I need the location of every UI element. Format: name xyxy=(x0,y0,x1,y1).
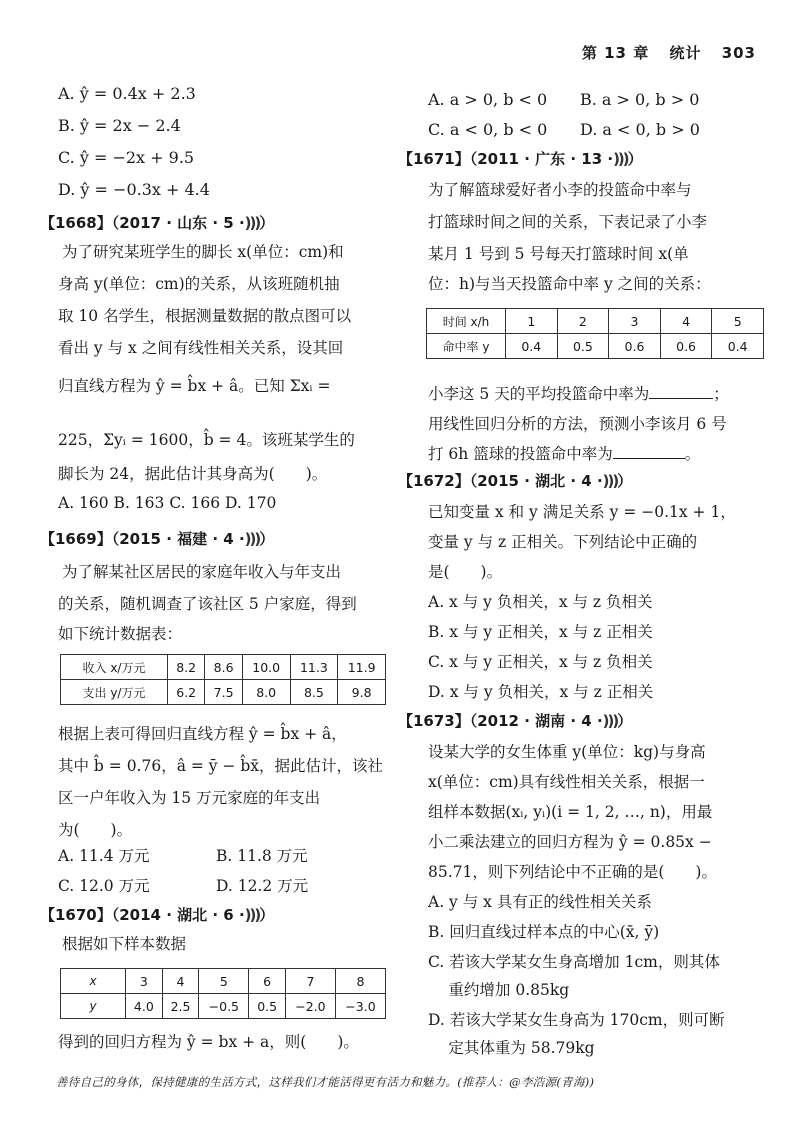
table-cell: 3 xyxy=(126,969,163,994)
q1672-option-a: A. x 与 y 负相关，x 与 z 负相关 xyxy=(428,593,653,611)
table-cell: 8.2 xyxy=(168,655,205,680)
topic-label: 统计 xyxy=(669,44,702,62)
q1671-after-1 xyxy=(428,382,729,404)
table-cell: 7 xyxy=(285,969,335,994)
q1667-option-d: D. ŷ = −0.3x + 4.4 xyxy=(58,180,210,199)
q1671-after-1-end: ； xyxy=(713,385,729,403)
table-cell: 2.5 xyxy=(162,994,199,1019)
table-row xyxy=(427,309,764,334)
q1670-intro: 根据如下样本数据 xyxy=(62,935,187,953)
q1669-line-1: 为了解某社区居民的家庭年收入与年支出 xyxy=(62,563,342,581)
q1667-option-c: C. ŷ = −2x + 9.5 xyxy=(58,148,195,167)
table-cell: 5 xyxy=(712,309,764,334)
q1668-line-5: 归直线方程为 ŷ = b̂x + â。已知 Σxᵢ = xyxy=(58,377,331,395)
table-cell: −0.5 xyxy=(199,994,249,1019)
q1673-heading xyxy=(398,710,632,731)
table-row xyxy=(61,994,386,1019)
q1670-option-c: C. a < 0, b < 0 xyxy=(428,120,548,139)
table-cell: 6 xyxy=(249,969,286,994)
q1668-line-1: 为了研究某班学生的脚长 x(单位：cm)和 xyxy=(62,243,344,261)
table-cell: 4 xyxy=(162,969,199,994)
q1673-heading-end: ） xyxy=(617,712,633,730)
q1668-heading-text: 【1668】（2017 · 山东 · 5 · xyxy=(40,214,245,232)
table-cell: 6.2 xyxy=(168,680,205,705)
table-cell: 4 xyxy=(660,309,712,334)
running-header xyxy=(568,42,756,63)
q1668-heading xyxy=(40,212,274,233)
q1670-heading-text: 【1670】（2014 · 湖北 · 6 · xyxy=(40,906,245,924)
q1673-heading-text: 【1673】（2012 · 湖南 · 4 · xyxy=(398,712,603,730)
table-header-cell: x xyxy=(61,969,126,994)
q1670-heading-end: ） xyxy=(259,906,275,924)
table-cell: 0.6 xyxy=(660,334,712,359)
q1673-option-d: D. 若该大学某女生身高为 170cm，则可断 xyxy=(428,1011,725,1029)
table-cell: 0.5 xyxy=(557,334,609,359)
q1673-option-b: B. 回归直线过样本点的中心(x̄, ȳ) xyxy=(428,923,660,941)
q1673-option-c: C. 若该大学某女生身高增加 1cm，则其体 xyxy=(428,953,720,971)
table-header-cell: 时间 x/h xyxy=(427,309,506,334)
difficulty-icon: ))) xyxy=(244,906,260,924)
q1669-option-b: B. 11.8 万元 xyxy=(216,847,308,865)
q1671-line-2: 打篮球时间之间的关系，下表记录了小李 xyxy=(428,213,708,231)
q1670-option-d: D. a < 0, b > 0 xyxy=(580,120,700,139)
q1670-table xyxy=(60,968,386,1019)
q1672-line-3: 是( )。 xyxy=(428,563,503,581)
table-cell: 9.8 xyxy=(338,680,386,705)
answer-blank[interactable] xyxy=(649,384,713,399)
q1673-line-2: x(单位：cm)具有线性相关关系，根据一 xyxy=(428,773,705,791)
q1670-option-a: A. a > 0, b < 0 xyxy=(428,90,548,109)
table-cell: 0.6 xyxy=(609,334,661,359)
q1669-heading xyxy=(40,528,274,549)
table-cell: 2 xyxy=(557,309,609,334)
chapter-label: 第 13 章 xyxy=(581,44,650,62)
q1673-option-c-cont: 重约增加 0.85kg xyxy=(428,981,570,999)
q1669-heading-text: 【1669】（2015 · 福建 · 4 · xyxy=(40,530,245,548)
q1668-line-3: 取 10 名学生，根据测量数据的散点图可以 xyxy=(58,307,352,325)
q1670-option-b: B. a > 0, b > 0 xyxy=(580,90,700,109)
table-header-cell: 收入 x/万元 xyxy=(61,655,168,680)
q1671-heading xyxy=(398,148,643,169)
q1672-heading xyxy=(398,470,632,491)
q1671-after-1-text: 小李这 5 天的平均投篮命中率为 xyxy=(428,385,650,403)
q1667-option-b: B. ŷ = 2x − 2.4 xyxy=(58,116,181,135)
table-cell: 8.6 xyxy=(205,655,242,680)
q1672-option-b: B. x 与 y 正相关，x 与 z 正相关 xyxy=(428,623,653,641)
q1669-after-3: 区一户年收入为 15 万元家庭的年支出 xyxy=(58,789,321,807)
q1668-line-7: 脚长为 24，据此估计其身高为( )。 xyxy=(58,465,328,483)
q1669-table xyxy=(60,654,386,705)
q1672-line-2: 变量 y 与 z 正相关。下列结论中正确的 xyxy=(428,533,698,551)
table-cell: 1 xyxy=(506,309,558,334)
q1671-line-3: 某月 1 号到 5 号每天打篮球时间 x(单 xyxy=(428,245,689,263)
q1671-after-2: 用线性回归分析的方法，预测小李该月 6 号 xyxy=(428,415,727,433)
q1670-heading xyxy=(40,904,274,925)
q1670-after: 得到的回归方程为 ŷ = bx + a，则( )。 xyxy=(58,1033,359,1051)
q1669-option-d: D. 12.2 万元 xyxy=(216,877,309,895)
table-row xyxy=(427,334,764,359)
q1669-after-2: 其中 b̂ = 0.76，â = ȳ − b̂x̄，据此估计，该社 xyxy=(58,757,384,775)
difficulty-icon: ))) xyxy=(244,530,260,548)
answer-blank[interactable] xyxy=(613,444,685,459)
q1671-after-3 xyxy=(428,442,700,464)
table-cell: 11.3 xyxy=(290,655,338,680)
q1671-line-4: 位：h)与当天投篮命中率 y 之间的关系： xyxy=(428,275,711,293)
q1671-after-3-text: 打 6h 篮球的投篮命中率为 xyxy=(428,445,613,463)
q1667-option-a: A. ŷ = 0.4x + 2.3 xyxy=(58,84,196,103)
q1668-line-6: 225，Σyᵢ = 1600，b̂ = 4。该班某学生的 xyxy=(58,431,355,449)
q1671-line-1: 为了解篮球爱好者小李的投篮命中率与 xyxy=(428,181,692,199)
table-cell: −2.0 xyxy=(285,994,335,1019)
q1671-after-3-end: 。 xyxy=(684,445,701,463)
table-cell: 3 xyxy=(609,309,661,334)
q1669-after-4: 为( )。 xyxy=(58,821,133,839)
q1672-heading-text: 【1672】（2015 · 湖北 · 4 · xyxy=(398,472,603,490)
q1668-options: A. 160 B. 163 C. 166 D. 170 xyxy=(58,494,277,512)
q1668-line-2: 身高 y(单位：cm)的关系，从该班随机抽 xyxy=(58,275,340,293)
table-header-cell: y xyxy=(61,994,126,1019)
table-cell: −3.0 xyxy=(335,994,385,1019)
q1669-heading-end: ） xyxy=(259,530,275,548)
table-header-cell: 支出 y/万元 xyxy=(61,680,168,705)
difficulty-icon: ))) xyxy=(602,712,618,730)
q1669-option-c: C. 12.0 万元 xyxy=(58,877,150,895)
footer-quote: 善待自己的身体，保持健康的生活方式，这样我们才能活得更有活力和魅力。(推荐人：@李浩源(青海)) xyxy=(56,1075,595,1089)
difficulty-icon: ))) xyxy=(613,150,628,168)
difficulty-icon: ))) xyxy=(244,214,260,232)
q1671-heading-end: ） xyxy=(627,150,643,168)
q1668-heading-end: ） xyxy=(259,214,275,232)
q1673-option-d-cont: 定其体重为 58.79kg xyxy=(428,1039,595,1057)
table-cell: 0.5 xyxy=(249,994,286,1019)
page-number: 303 xyxy=(721,44,756,62)
table-cell: 11.9 xyxy=(338,655,386,680)
table-cell: 8.0 xyxy=(242,680,290,705)
table-header-cell: 命中率 y xyxy=(427,334,506,359)
table-cell: 4.0 xyxy=(126,994,163,1019)
q1669-line-2: 的关系，随机调查了该社区 5 户家庭，得到 xyxy=(58,595,357,613)
q1672-heading-end: ） xyxy=(617,472,633,490)
q1673-option-a: A. y 与 x 具有正的线性相关关系 xyxy=(428,893,652,911)
table-cell: 0.4 xyxy=(712,334,764,359)
q1671-heading-text: 【1671】（2011 · 广东 · 13 · xyxy=(398,150,614,168)
q1672-line-1: 已知变量 x 和 y 满足关系 y = −0.1x + 1， xyxy=(428,503,736,521)
q1673-line-5: 85.71，则下列结论中不正确的是( )。 xyxy=(428,863,717,881)
table-cell: 8 xyxy=(335,969,385,994)
q1672-option-c: C. x 与 y 正相关，x 与 z 负相关 xyxy=(428,653,653,671)
table-cell: 7.5 xyxy=(205,680,242,705)
table-cell: 10.0 xyxy=(242,655,290,680)
table-row xyxy=(61,680,386,705)
q1672-option-d: D. x 与 y 负相关，x 与 z 正相关 xyxy=(428,683,654,701)
q1671-table xyxy=(426,308,764,359)
table-row xyxy=(61,655,386,680)
table-cell: 5 xyxy=(199,969,249,994)
q1669-line-3: 如下统计数据表： xyxy=(58,625,183,643)
q1673-line-3: 组样本数据(xᵢ, yᵢ)(i = 1, 2, …, n)，用最 xyxy=(428,803,713,821)
table-cell: 0.4 xyxy=(506,334,558,359)
q1668-line-4: 看出 y 与 x 之间有线性相关关系，设其回 xyxy=(58,339,344,357)
table-cell: 8.5 xyxy=(290,680,338,705)
table-row xyxy=(61,969,386,994)
q1669-option-a: A. 11.4 万元 xyxy=(58,847,150,865)
q1673-line-1: 设某大学的女生体重 y(单位：kg)与身高 xyxy=(428,743,706,761)
difficulty-icon: ))) xyxy=(602,472,618,490)
q1669-after-1: 根据上表可得回归直线方程 ŷ = b̂x + â， xyxy=(58,725,347,743)
q1673-line-4: 小二乘法建立的回归方程为 ŷ = 0.85x − xyxy=(428,833,712,851)
